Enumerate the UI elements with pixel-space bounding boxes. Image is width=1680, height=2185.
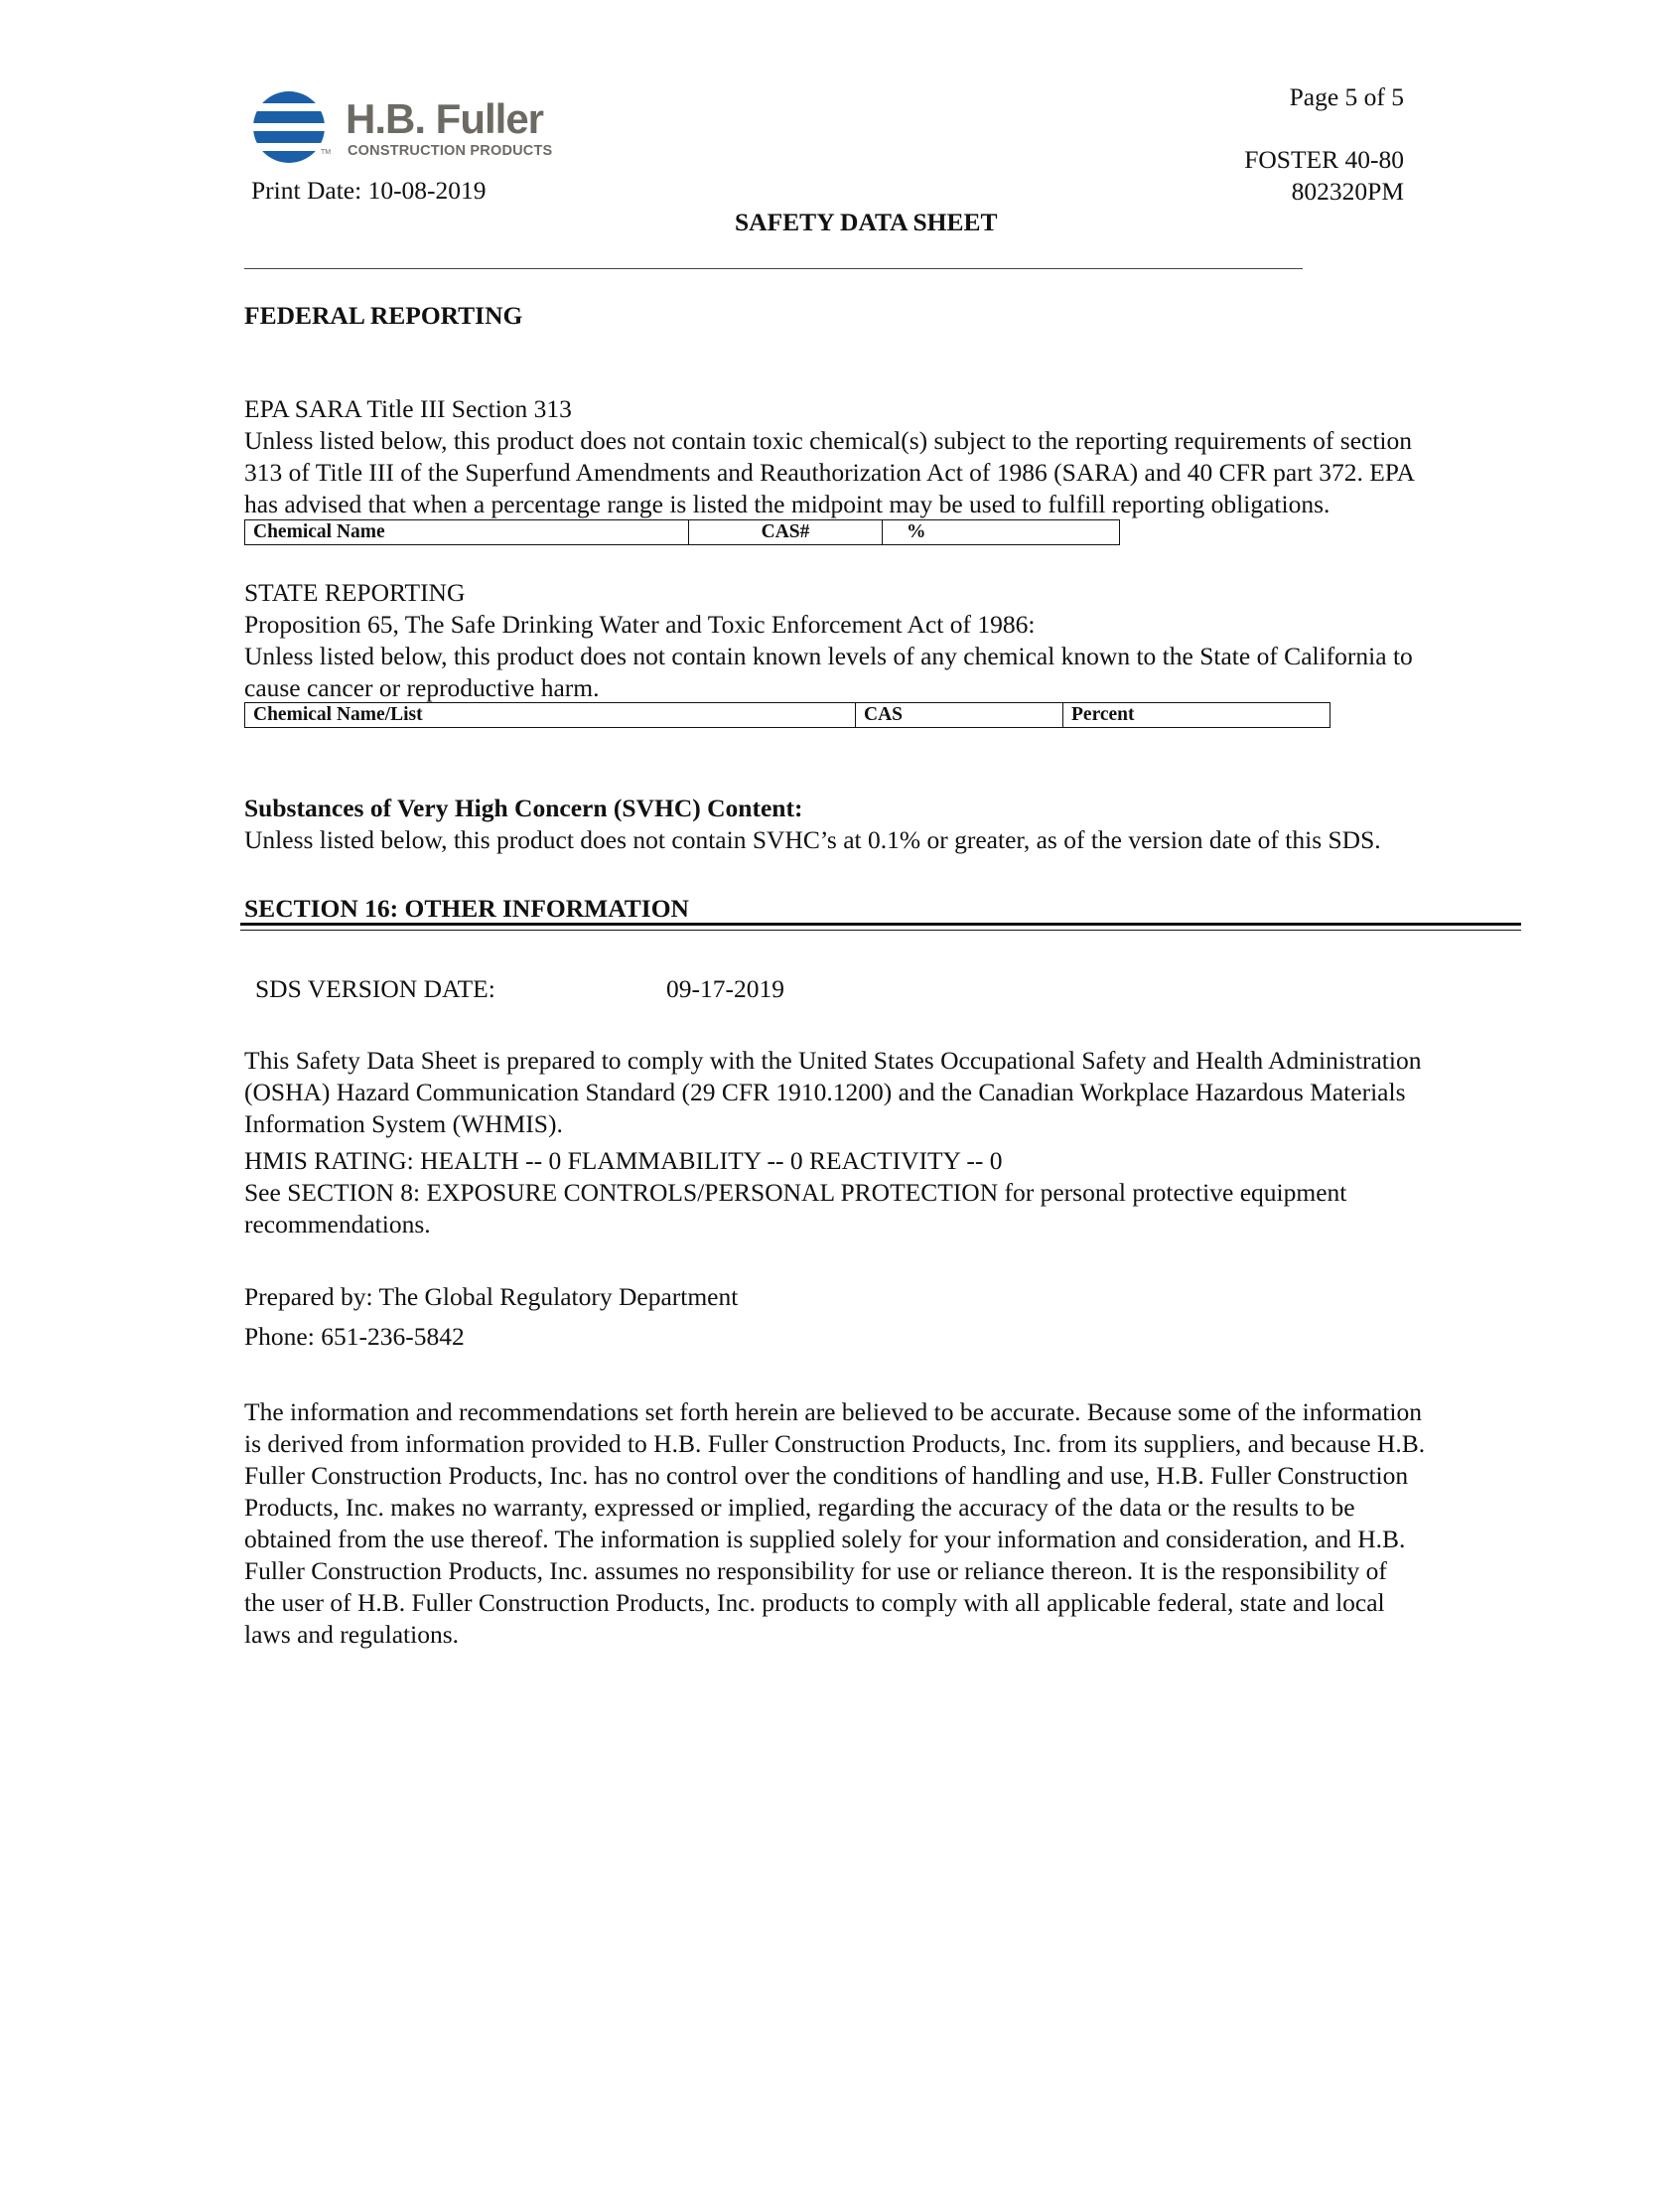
text-line: The information and recommendations set forth herein are believed to be accurate. Because some of the information [244, 1397, 1422, 1426]
product-code: 802320PM [1291, 177, 1404, 206]
column-header: % [883, 520, 1120, 545]
header-divider [244, 268, 1303, 269]
osha-paragraph [244, 1045, 1535, 1140]
disclaimer-paragraph [244, 1396, 1535, 1651]
logo-trademark: TM [321, 149, 332, 156]
prop65-paragraph [244, 609, 1535, 704]
svhc-text: Unless listed below, this product does not contain SVHC’s at 0.1% or greater, as of the version date of this SDS. [244, 825, 1381, 854]
text-line: the user of H.B. Fuller Construction Products, Inc. products to comply with all applicable federal, state and local [244, 1588, 1385, 1617]
federal-reporting-heading: FEDERAL REPORTING [244, 301, 523, 330]
sds-version-label: SDS VERSION DATE: [255, 974, 495, 1003]
logo-wordmark: H.B. Fuller [346, 95, 544, 142]
sara-paragraph [244, 425, 1535, 520]
text-line: This Safety Data Sheet is prepared to comply with the United States Occupational Safety and Health Administration [244, 1046, 1422, 1075]
column-header: Chemical Name [245, 520, 689, 545]
section16-heading: SECTION 16: OTHER INFORMATION [244, 894, 689, 923]
column-header: CAS# [689, 520, 883, 545]
text-line: cause cancer or reproductive harm. [244, 673, 600, 702]
state-reporting-heading: STATE REPORTING [244, 578, 466, 607]
ppe-reference [244, 1177, 1535, 1240]
company-logo [253, 87, 581, 167]
text-line: Proposition 65, The Safe Drinking Water and Toxic Enforcement Act of 1986: [244, 610, 1036, 639]
table-header-row [245, 520, 1120, 545]
text-line: Fuller Construction Products, Inc. assumes no responsibility for use or reliance thereon. It is the responsibility of [244, 1556, 1387, 1585]
text-line: Fuller Construction Products, Inc. has no control over the conditions of handling and use, H.B. Fuller Construction [244, 1461, 1409, 1490]
sds-version-date: 09-17-2019 [666, 974, 784, 1003]
section-divider [240, 930, 1521, 931]
page-number: Page 5 of 5 [1289, 82, 1404, 111]
svhc-heading: Substances of Very High Concern (SVHC) Content: [244, 794, 803, 822]
text-line: Information System (WHMIS). [244, 1109, 563, 1138]
phone-number: Phone: 651-236-5842 [244, 1322, 465, 1351]
document-title: SAFETY DATA SHEET [735, 208, 998, 236]
text-line: 313 of Title III of the Superfund Amendments and Reauthorization Act of 1986 (SARA) and 40 CFR part 372. EPA [244, 458, 1416, 487]
text-line: recommendations. [244, 1210, 431, 1238]
prop65-chemical-table [244, 702, 1330, 728]
text-line: Products, Inc. makes no warranty, expressed or implied, regarding the accuracy of the data or the results to be [244, 1493, 1355, 1522]
hmis-rating: HMIS RATING: HEALTH -- 0 FLAMMABILITY -- 0 REACTIVITY -- 0 [244, 1146, 1003, 1175]
product-name: FOSTER 40-80 [1244, 145, 1404, 174]
table-header-row [245, 703, 1330, 728]
prepared-by: Prepared by: The Global Regulatory Department [244, 1282, 739, 1311]
sara-chemical-table [244, 519, 1120, 545]
text-line: See SECTION 8: EXPOSURE CONTROLS/PERSONAL PROTECTION for personal protective equipment [244, 1178, 1347, 1207]
print-date: Print Date: 10-08-2019 [251, 176, 487, 205]
text-line: (OSHA) Hazard Communication Standard (29 CFR 1910.1200) and the Canadian Workplace Hazardous Materials [244, 1078, 1406, 1106]
text-line: Unless listed below, this product does not contain known levels of any chemical known to the State of California to [244, 642, 1413, 670]
text-line: has advised that when a percentage range is listed the midpoint may be used to fulfill reporting obligations. [244, 490, 1330, 518]
text-line: obtained from the use thereof. The information is supplied solely for your information and consideration, and H.B. [244, 1525, 1406, 1553]
logo-globe-icon [253, 91, 325, 163]
text-line: laws and regulations. [244, 1620, 459, 1649]
logo-subtitle: CONSTRUCTION PRODUCTS [348, 143, 553, 159]
column-header: Percent [1063, 703, 1330, 728]
text-line: Unless listed below, this product does not contain toxic chemical(s) subject to the reporting requirements of section [244, 426, 1413, 455]
column-header: Chemical Name/List [245, 703, 856, 728]
section-divider [240, 923, 1521, 926]
sara-subheading: EPA SARA Title III Section 313 [244, 394, 572, 423]
text-line: is derived from information provided to H.B. Fuller Construction Products, Inc. from its suppliers, and because H.B. [244, 1429, 1426, 1458]
column-header: CAS [856, 703, 1063, 728]
